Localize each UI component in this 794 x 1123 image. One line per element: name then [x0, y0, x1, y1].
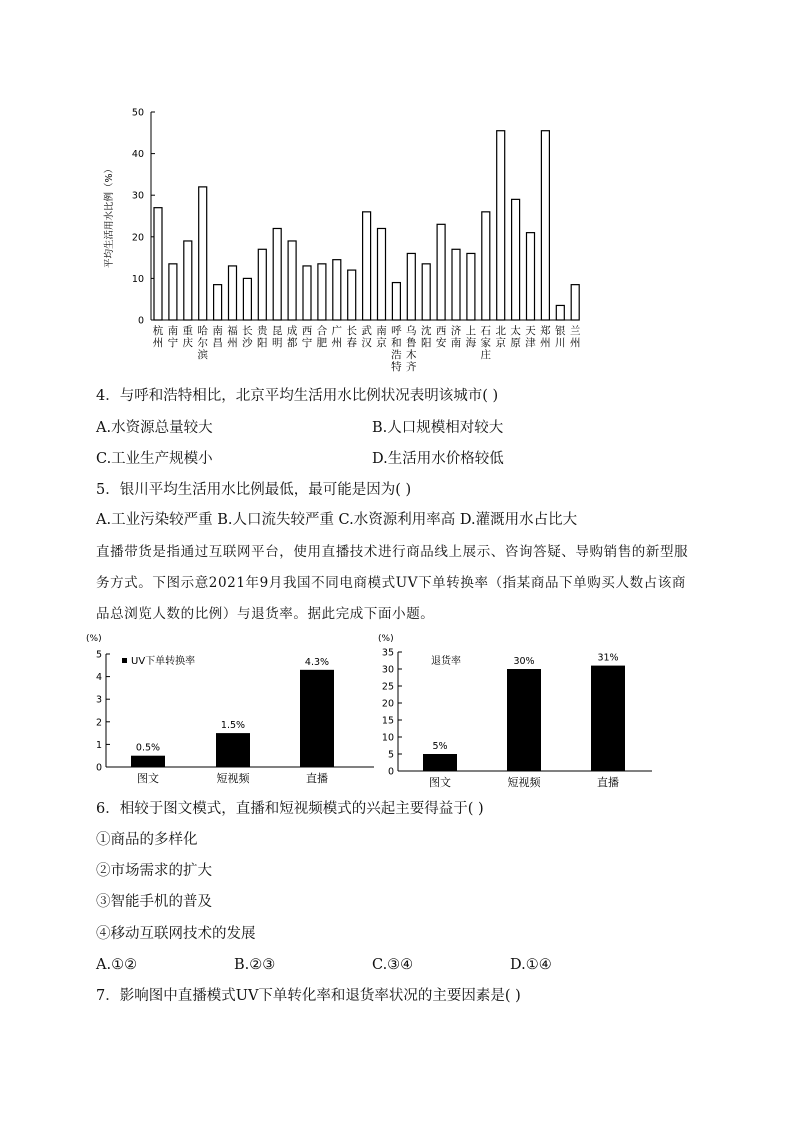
x-tick-label: 沈阳	[420, 325, 432, 349]
unit-label: (%)	[378, 634, 394, 644]
x-tick-label: 福州	[227, 325, 238, 349]
x-tick-label: 短视频	[507, 776, 541, 789]
x-tick-label: 长沙	[242, 325, 253, 349]
x-tick-label: 合肥	[316, 325, 328, 349]
data-label: 1.5%	[220, 720, 246, 732]
y-tick-label: 30	[381, 664, 394, 676]
bar-上海	[467, 253, 475, 320]
x-tick-label: 图文	[429, 776, 451, 789]
bar-郑州	[541, 131, 549, 320]
x-tick-label: 济南	[450, 325, 462, 349]
bar-成都	[288, 241, 296, 320]
passage-text: 直播带货是指通过互联网平台，使用直播技术进行商品线上展示、咨询答疑、导购销售的新型服务方式。下图示意2021年9月我国不同电商模式UV下单转换率（指某商品下单购买人数占该商品总浏览人数的比例）与退货率。据此完成下面小题。	[96, 544, 689, 622]
q4-option-a[interactable]: A.水资源总量较大	[96, 420, 213, 436]
q6-item-1: ①商品的多样化	[96, 832, 198, 848]
x-tick-label: 南宁	[167, 325, 179, 349]
y-tick-label: 40	[131, 149, 144, 161]
return-rate-chart	[376, 630, 661, 795]
y-axis-label: 平均生活用水比例（%）	[104, 163, 115, 269]
y-tick-label: 35	[381, 647, 394, 659]
x-tick-label: 图文	[137, 772, 159, 785]
x-tick-label: 太原	[510, 325, 521, 349]
x-tick-label: 昆明	[271, 325, 283, 349]
x-tick-label: 石家庄	[480, 325, 492, 361]
y-tick-label: 50	[131, 107, 144, 119]
x-tick-label: 直播	[597, 776, 619, 789]
q4-option-d[interactable]: D.生活用水价格较低	[372, 451, 504, 467]
q6-option-a[interactable]: A.①②	[96, 957, 138, 973]
bar-直播	[300, 670, 334, 767]
y-tick-label: 0	[95, 762, 102, 774]
bar-太原	[512, 199, 520, 320]
question-6-stem: 6．相较于图文模式，直播和短视频模式的兴起主要得益于( )	[96, 801, 484, 817]
x-tick-label: 兰州	[569, 325, 581, 349]
x-tick-label: 银川	[555, 325, 566, 349]
bar-重庆	[184, 241, 192, 320]
y-tick-label: 4	[95, 672, 102, 684]
x-tick-label: 西安	[435, 325, 447, 349]
bar-贵阳	[258, 249, 266, 320]
x-tick-label: 哈尔滨	[197, 325, 208, 361]
y-tick-label: 30	[131, 190, 144, 202]
bar-武汉	[363, 212, 371, 320]
data-label: 0.5%	[135, 742, 161, 754]
x-tick-label: 杭州	[152, 325, 164, 349]
bar-西宁	[303, 266, 311, 320]
q6-option-b[interactable]: B.②③	[234, 957, 276, 973]
bar-南昌	[214, 285, 222, 320]
x-tick-label: 成都	[286, 325, 298, 349]
bar-福州	[229, 266, 237, 320]
bar-短视频	[216, 733, 250, 767]
unit-label: (%)	[86, 634, 102, 644]
bar-长沙	[243, 278, 251, 320]
bar-沈阳	[422, 264, 430, 320]
x-tick-label: 广州	[331, 325, 343, 349]
bar-广州	[333, 260, 341, 320]
bar-哈尔滨	[199, 187, 207, 320]
q6-item-2: ②市场需求的扩大	[96, 863, 212, 879]
y-tick-label: 10	[131, 273, 144, 285]
bar-图文	[131, 756, 165, 767]
bar-北京	[497, 131, 505, 320]
question-4-stem: 4．与呼和浩特相比，北京平均生活用水比例状况表明该城市( )	[96, 388, 499, 404]
x-tick-label: 长春	[346, 325, 357, 349]
y-tick-label: 5	[387, 749, 394, 761]
y-tick-label: 10	[381, 732, 394, 744]
q4-option-b[interactable]: B.人口规模相对较大	[372, 420, 504, 436]
y-tick-label: 3	[95, 694, 102, 706]
x-tick-label: 天津	[525, 325, 536, 349]
x-tick-label: 武汉	[361, 325, 372, 349]
y-tick-label: 5	[95, 649, 102, 661]
x-tick-label: 上海	[465, 325, 477, 349]
q6-option-d[interactable]: D.①④	[510, 957, 552, 973]
x-tick-label: 郑州	[540, 325, 551, 349]
legend-label: 退货率	[431, 656, 461, 667]
x-tick-label: 南京	[376, 325, 387, 349]
data-label: 31%	[597, 652, 619, 664]
legend-label: UV下单转换率	[131, 656, 196, 667]
y-tick-label: 1	[95, 739, 102, 751]
x-tick-label: 乌鲁木齐	[406, 325, 417, 373]
q6-item-3: ③智能手机的普及	[96, 894, 212, 910]
bar-呼和浩特	[392, 283, 400, 320]
q4-option-c[interactable]: C.工业生产规模小	[96, 451, 213, 467]
x-tick-label: 短视频	[216, 772, 250, 785]
bar-银川	[556, 305, 564, 320]
x-tick-label: 西宁	[301, 325, 313, 349]
x-tick-label: 呼和浩特	[391, 325, 402, 373]
y-tick-label: 15	[381, 715, 394, 727]
y-tick-label: 2	[95, 717, 102, 729]
question-5-stem: 5．银川平均生活用水比例最低，最可能是因为( )	[96, 482, 412, 498]
bar-乌鲁木齐	[407, 253, 415, 320]
question-7-stem: 7．影响图中直播模式UV下单转化率和退货率状况的主要因素是( )	[96, 988, 521, 1004]
bar-南京	[378, 228, 386, 320]
city-water-chart	[90, 95, 590, 380]
data-label: 5%	[432, 741, 448, 752]
uv-conversion-chart	[86, 630, 376, 795]
bar-兰州	[571, 285, 579, 320]
y-tick-label: 20	[131, 232, 144, 244]
bar-图文	[423, 754, 457, 771]
bar-南宁	[169, 264, 177, 320]
x-tick-label: 重庆	[182, 325, 194, 349]
legend-marker	[122, 658, 127, 663]
q6-item-4: ④移动互联网技术的发展	[96, 926, 256, 942]
bar-西安	[437, 224, 445, 320]
bar-长春	[348, 270, 356, 320]
bar-昆明	[273, 228, 281, 320]
data-label: 30%	[513, 656, 535, 667]
y-tick-label: 0	[387, 766, 394, 778]
q5-options[interactable]: A.工业污染较严重 B.人口流失较严重 C.水资源利用率高 D.灌溉用水占比大	[96, 512, 578, 528]
x-tick-label: 贵阳	[257, 325, 268, 349]
bar-石家庄	[482, 212, 490, 320]
x-tick-label: 北京	[495, 325, 506, 349]
bar-短视频	[507, 669, 541, 771]
bar-杭州	[154, 208, 162, 320]
y-tick-label: 25	[381, 681, 394, 693]
bar-合肥	[318, 264, 326, 320]
q6-option-c[interactable]: C.③④	[372, 957, 414, 973]
x-tick-label: 直播	[306, 772, 328, 785]
x-tick-label: 南昌	[212, 325, 223, 349]
y-tick-label: 0	[137, 315, 144, 327]
bar-天津	[527, 233, 535, 320]
bar-济南	[452, 249, 460, 320]
y-tick-label: 20	[381, 698, 394, 710]
bar-直播	[591, 666, 625, 771]
data-label: 4.3%	[304, 656, 330, 668]
